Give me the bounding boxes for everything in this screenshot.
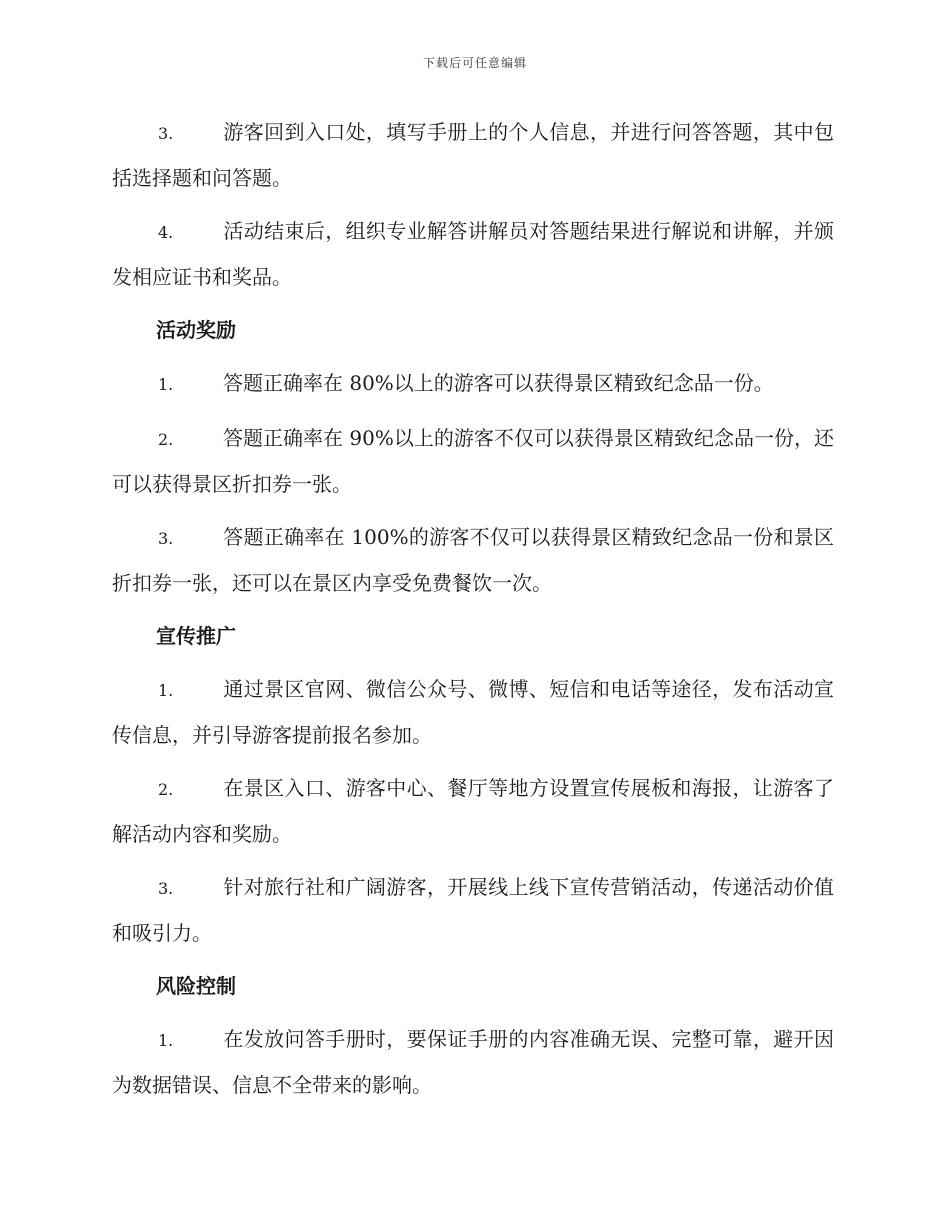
- list-item: [112, 766, 834, 856]
- list-item-number: 3.: [158, 529, 174, 548]
- list-item: [112, 667, 834, 757]
- list-item-number: 1.: [158, 681, 174, 700]
- list-item-text: 答题正确率在 90%以上的游客不仅可以获得景区精致纪念品一份，还可以获得景区折扣券一张。: [112, 426, 834, 496]
- list-item: [112, 209, 834, 299]
- list-item-number: 1.: [158, 1031, 174, 1050]
- list-item-text: 活动结束后，组织专业解答讲解员对答题结果进行解说和讲解，并颁发相应证书和奖品。: [112, 219, 834, 289]
- list-item: [112, 1017, 834, 1107]
- page-header: 下载后可任意编辑: [422, 56, 527, 70]
- section-heading-promotion: 宣传推广: [156, 624, 236, 648]
- list-item-number: 4.: [158, 223, 174, 242]
- list-item: [112, 110, 834, 200]
- list-item-text: 答题正确率在 80%以上的游客可以获得景区精致纪念品一份。: [223, 371, 774, 395]
- list-item-text: 通过景区官网、微信公众号、微博、短信和电话等途径，发布活动宣传信息，并引导游客提前报名参加。: [112, 677, 834, 747]
- list-item-text: 在发放问答手册时，要保证手册的内容准确无误、完整可靠，避开因为数据错误、信息不全带来的影响。: [112, 1027, 834, 1097]
- list-item-number: 2.: [158, 430, 174, 449]
- list-item-text: 答题正确率在 100%的游客不仅可以获得景区精致纪念品一份和景区折扣券一张，还可以在景区内享受免费餐饮一次。: [112, 525, 834, 595]
- list-item-text: 游客回到入口处，填写手册上的个人信息，并进行问答答题，其中包括选择题和问答题。: [112, 120, 834, 190]
- list-item: [112, 515, 834, 605]
- list-item-number: 3.: [158, 124, 174, 143]
- list-item-text: 针对旅行社和广阔游客，开展线上线下宣传营销活动，传递活动价值和吸引力。: [112, 875, 834, 945]
- list-item: [112, 865, 834, 955]
- list-item-text: 在景区入口、游客中心、餐厅等地方设置宣传展板和海报，让游客了解活动内容和奖励。: [112, 776, 834, 846]
- list-item: [112, 361, 834, 407]
- list-item-number: 2.: [158, 780, 174, 799]
- list-item: [112, 416, 834, 506]
- document-body: [112, 110, 834, 1116]
- list-item-number: 3.: [158, 879, 174, 898]
- list-item-number: 1.: [158, 375, 174, 394]
- section-heading-rewards: 活动奖励: [156, 318, 236, 342]
- section-heading-risk-control: 风险控制: [156, 974, 236, 998]
